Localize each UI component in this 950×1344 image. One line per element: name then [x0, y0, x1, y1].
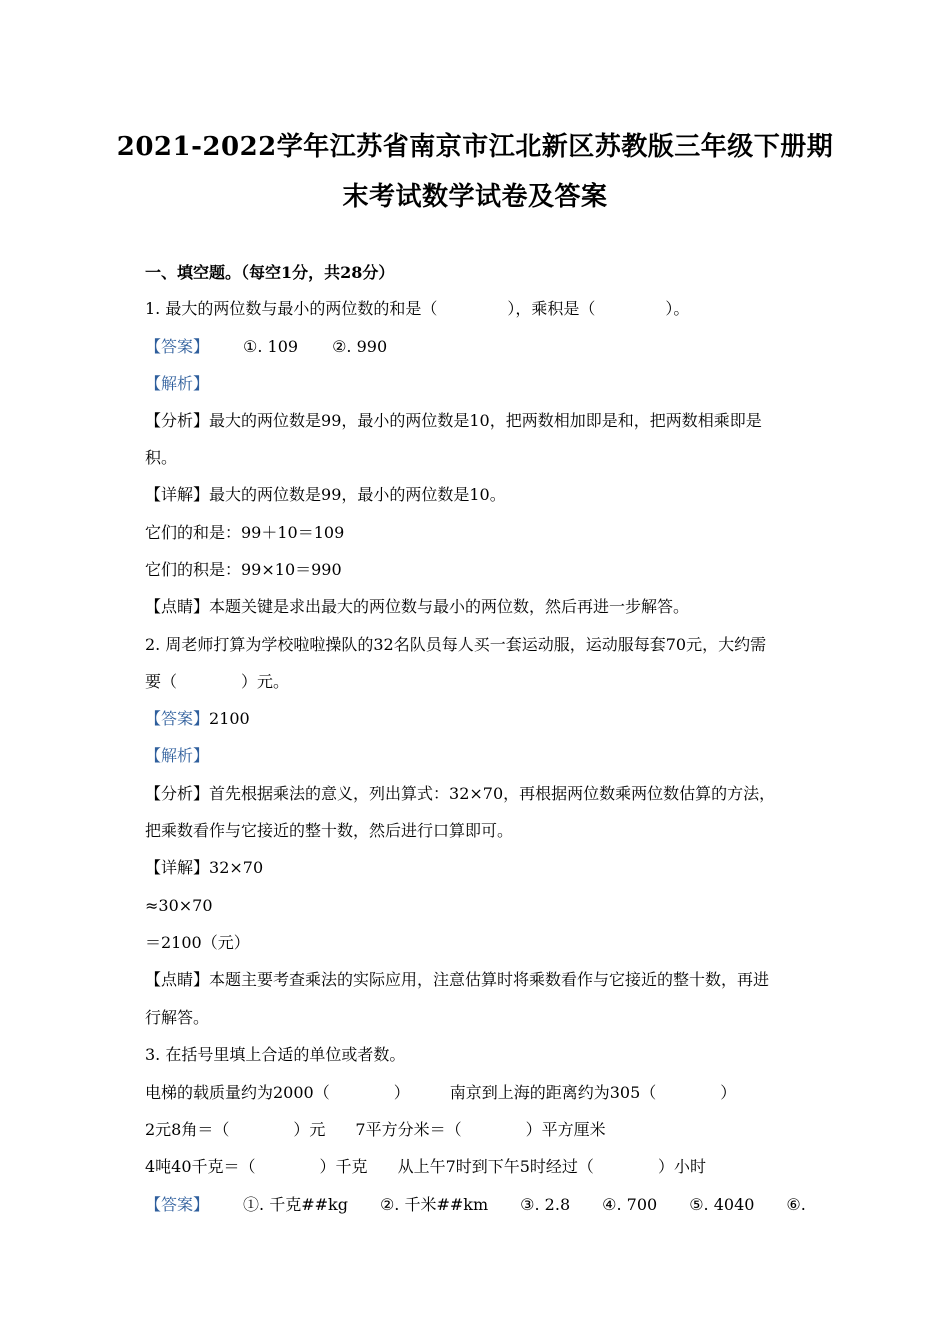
- question-1: [145, 298, 815, 320]
- fenxi-text: 最大的两位数是99，最小的两位数是10，把两数相加即是和，把两数相乘即是: [209, 411, 762, 430]
- blank-close: ）小时: [657, 1157, 706, 1176]
- question-text: 周老师打算为学校啦啦操队的32名队员每人买一套运动服，运动服每套70元，大约需: [165, 635, 767, 654]
- fenxi-paragraph: [145, 410, 815, 432]
- fenxi-paragraph: [145, 783, 815, 805]
- blank-prompt: 南京到上海的距离约为305（: [449, 1083, 657, 1102]
- fenxi-text: 首先根据乘法的意义，列出算式：32×70，再根据两位数乘两位数估算的方法，: [209, 784, 776, 803]
- answer-value: ④. 700: [602, 1195, 658, 1214]
- blank-close: ）: [720, 1083, 737, 1102]
- blank-prompt: 2元8角＝（: [145, 1120, 230, 1139]
- blank-close: ）元: [293, 1120, 326, 1139]
- analysis-tag: 【解析】: [145, 374, 210, 393]
- question-2-continuation: [145, 671, 815, 693]
- answer-tag: 【答案】: [145, 1195, 210, 1214]
- question-text: ），乘积是（: [507, 299, 596, 318]
- question-text: ）。: [665, 299, 690, 318]
- question-3-row-1: [145, 1082, 815, 1104]
- dianjing-text: 本题关键是求出最大的两位数与最小的两位数，然后再进一步解答。: [209, 597, 690, 616]
- question-number: 3.: [145, 1045, 161, 1064]
- answer-value: ⑥.: [786, 1195, 806, 1214]
- document-title-line-2: 末考试数学试卷及答案: [342, 182, 608, 212]
- dianjing-paragraph: [145, 969, 815, 991]
- answer-row: [145, 336, 815, 358]
- blank-close: ）平方厘米: [525, 1120, 606, 1139]
- answer-value: ①. 千克##kg: [243, 1195, 348, 1214]
- question-number: 2.: [145, 635, 161, 654]
- answer-value: ③. 2.8: [520, 1195, 571, 1214]
- blank-close: ）: [393, 1083, 410, 1102]
- fenxi-continuation: 积。: [145, 448, 178, 467]
- answer-tag: 【答案】: [145, 337, 210, 356]
- question-3: [145, 1044, 815, 1066]
- product-line: 它们的积是：99×10＝990: [145, 560, 342, 579]
- blank-prompt: 电梯的载质量约为2000（: [145, 1083, 330, 1102]
- question-text: 要（: [145, 672, 178, 691]
- question-3-row-2: [145, 1119, 815, 1141]
- blank-prompt: 4吨40千克＝（: [145, 1157, 256, 1176]
- question-2: [145, 634, 815, 656]
- xiangjie-paragraph: [145, 857, 815, 879]
- blank-prompt: 7平方分米＝（: [355, 1120, 462, 1139]
- answer-value: ②. 990: [332, 337, 388, 356]
- xiangjie-paragraph: [145, 484, 815, 506]
- fenxi-tag: 【分析】: [145, 411, 210, 430]
- answer-value: ②. 千米##km: [379, 1195, 489, 1214]
- fenxi-continuation: 把乘数看作与它接近的整十数，然后进行口算即可。: [145, 821, 514, 840]
- question-text: 在括号里填上合适的单位或者数。: [165, 1045, 406, 1064]
- document-title-line-1: 2021-2022学年江苏省南京市江北新区苏教版三年级下册期: [116, 132, 834, 162]
- dianjing-continuation: 行解答。: [145, 1008, 210, 1027]
- dianjing-tag: 【点睛】: [145, 970, 210, 989]
- dianjing-paragraph: [145, 596, 815, 618]
- dianjing-tag: 【点睛】: [145, 597, 210, 616]
- estimate-step: ≈30×70: [145, 896, 213, 915]
- fenxi-tag: 【分析】: [145, 784, 210, 803]
- question-number: 1.: [145, 299, 161, 318]
- dianjing-text: 本题主要考查乘法的实际应用，注意估算时将乘数看作与它接近的整十数，再进: [209, 970, 770, 989]
- xiangjie-text: 32×70: [209, 858, 264, 877]
- answer-value: ⑤. 4040: [689, 1195, 755, 1214]
- answer-row: [145, 1194, 815, 1216]
- xiangjie-tag: 【详解】: [145, 858, 210, 877]
- result-step: ＝2100（元）: [145, 933, 250, 952]
- answer-value: 2100: [209, 709, 250, 728]
- blank-prompt: 从上午7时到下午5时经过（: [397, 1157, 594, 1176]
- blank-close: ）千克: [319, 1157, 368, 1176]
- question-text: ）元。: [241, 672, 290, 691]
- section-heading: 一、填空题。（每空1分，共28分）: [145, 263, 395, 282]
- analysis-tag: 【解析】: [145, 746, 210, 765]
- question-text: 最大的两位数与最小的两位数的和是（: [165, 299, 438, 318]
- question-3-row-3: [145, 1156, 815, 1178]
- xiangjie-tag: 【详解】: [145, 485, 210, 504]
- sum-line: 它们的和是：99＋10＝109: [145, 523, 345, 542]
- answer-row: [145, 708, 815, 730]
- answer-tag: 【答案】: [145, 709, 210, 728]
- answer-value: ①. 109: [243, 337, 299, 356]
- xiangjie-text: 最大的两位数是99，最小的两位数是10。: [209, 485, 506, 504]
